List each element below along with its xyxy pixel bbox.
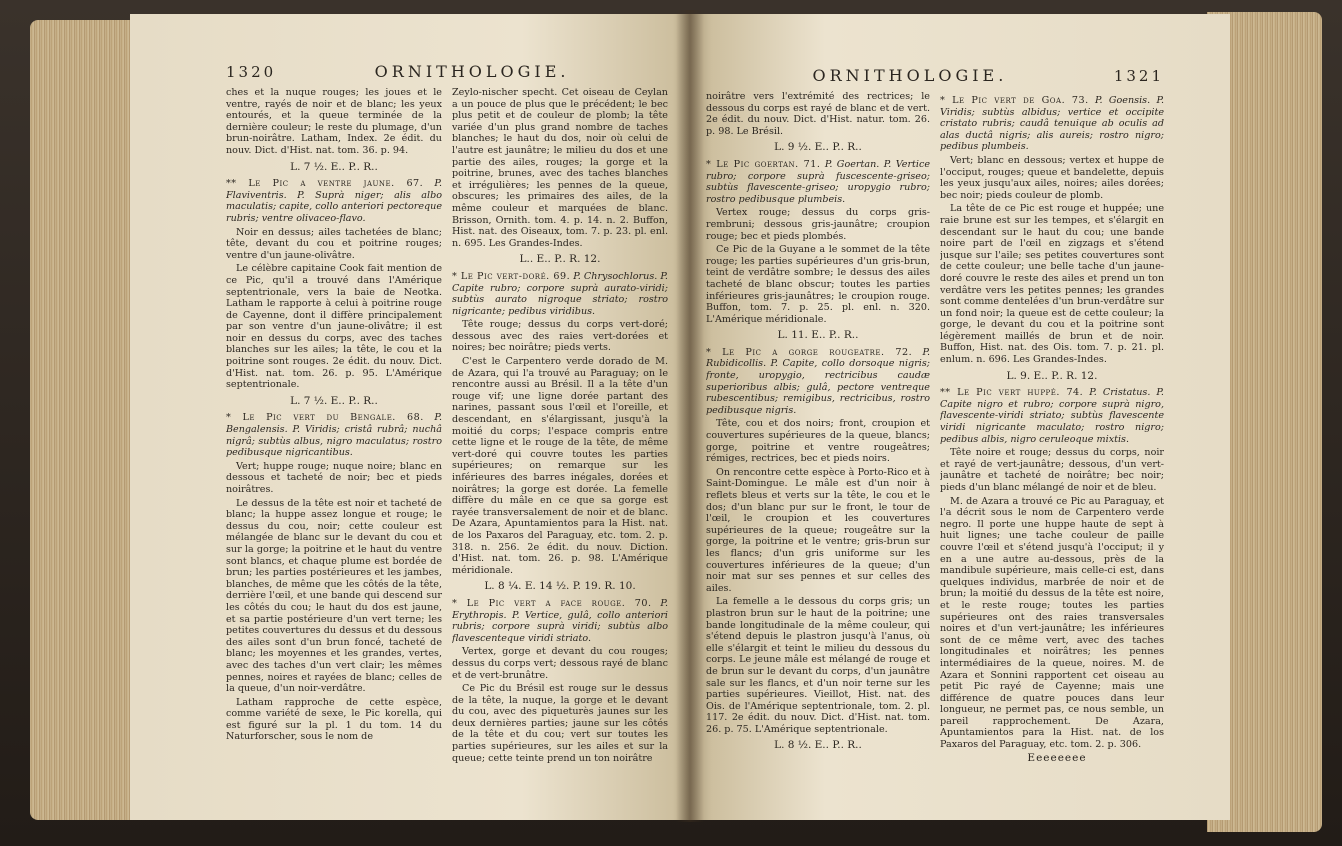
species-entry-heading — [226, 178, 442, 224]
species-name: * Le Pic a gorge rougeatre. 72. — [706, 346, 913, 358]
body-paragraph: Vertex, gorge et devant du cou rouges; dessus du corps vert; dessous rayé de blanc et de vert-brunâtre. — [452, 646, 668, 681]
species-name: * Le Pic vert a face rouge. 70. — [452, 597, 652, 609]
book-gutter — [676, 10, 704, 822]
body-paragraph: La tête de ce Pic est rouge et huppée; une raie brune est sur les tempes, et s'élargit en descendant sur le haut du cou; une bande noire part de l'œil en zigzags et s'étend jusque sur l'aile; ses petites couvertures sont de cette couleur; une belle tache d'un jaune-doré couvre le reste des ailes et prend un ton verdâtre vers les petites pennes; les grandes sont comme dentelées d'un brun-verdâtre sur un fond noir; la queue est de cette couleur; la gorge, le devant du cou et la poitrine sont légèrement maillés de brun et de noir. Buffon, Hist. nat. des Ois. tom. 7. p. 21. pl. enlum. n. 696. Les Grandes-Indes. — [940, 203, 1164, 366]
species-name: * Le Pic vert de Goa. 73. — [940, 95, 1089, 106]
body-paragraph: ches et la nuque rouges; les joues et le ventre, rayés de noir et de blanc; les yeux entourés, et la queue terminée de la dernière couleur; le reste du plumage, d'un brun-noirâtre. Latham, Index. 2e édit. du nouv. Dict. d'Hist. nat. tom. 36. p. 94. — [226, 87, 442, 156]
body-paragraph: Le dessus de la tête est noir et tacheté de blanc; la huppe assez longue et rouge; le dessus du cou, noir; cette couleur est mélangée de blanc sur le devant du cou et sur la gorge; la poitrine et le haut du ventre sont blancs, et chaque plume est bordée de brun; les parties postérieures et les jambes, blanches, de même que les côtés de la tête, derrière l'œil, et une bande qui descend sur les côtés du cou; le haut du dos est jaune, et sa partie postérieure d'un vert terne; les petites couvertures du dessus et du dessous des ailes sont d'un brun foncé, tacheté de blanc; les moyennes et les grandes, vertes, avec des taches d'un vert clair; les mêmes pennes, noires et rayées de blanc; celles de la queue, d'un noir-verdâtre. — [226, 497, 442, 695]
species-name: * Le Pic goertan. 71. — [706, 158, 821, 170]
species-entry-heading — [226, 412, 442, 458]
body-paragraph: Tête rouge; dessus du corps vert-doré; dessous avec des raies vert-dorées et noires; bec noirâtre; pieds verts. — [452, 319, 668, 354]
left-column-2 — [452, 87, 668, 807]
body-paragraph: M. de Azara a trouvé ce Pic au Paraguay, et l'a décrit sous le nom de Carpentero verde negro. Il porte une huppe haute de sept à huit lignes; une tache couleur de paille couvre l'œil et s'étend jusqu'à l'occiput; il y en a une autre au-dessous, près de la mandibule supérieure, mais celle-ci est, dans quelques individus, marbrée de noir et de brun; la moitié du dessus de la tête est noire, et le reste rouge; toutes les parties supérieures ont des raies transversales noires et d'un vert-jaunâtre; les inférieures sont de ce même vert, avec des taches longitudinales et noirâtres; les pennes intermédiaires de la queue, noires. M. de Azara et Sonnini rapportent cet oiseau au petit Pic rayé de Cayenne; mais une différence de quatre pouces dans leur longueur, ne permet pas, ce nous semble, un pareil rapprochement. De Azara, Apuntamientos para la Hist. nat. de los Paxaros del Paraguay, etc. tom. 2. p. 306. — [940, 495, 1164, 751]
right-column-1 — [706, 91, 930, 811]
body-paragraph: La femelle a le dessous du corps gris; un plastron brun sur le haut de la poitrine; une bande longitudinale de la même couleur, qui s'étend depuis le plastron jusqu'à l'anus, où elle s'élargit et teint le milieu du dessous du corps. Le jeune mâle est mélangé de rouge et de brun sur le devant du corps, d'un jaunâtre sale sur les flancs, et d'un noir terne sur les parties supérieures. Vieillot, Hist. nat. des Ois. de l'Amérique septentrionale, tom. 2. pl. 117. 2e édit. du nouv. Dict. d'Hist. nat. tom. 26. p. 75. L'Amérique septentrionale. — [706, 596, 930, 735]
body-paragraph: Zeylo-nischer specht. Cet oiseau de Ceylan a un pouce de plus que le précédent; le bec plus petit et de couleur de plomb; la tête variée d'un plus grand nombre de taches blanches; le haut du dos, noir où celui de l'autre est jaunâtre; le milieu du dos et une partie des ailes, rouges; la gorge et la poitrine, brunes, avec des taches blanches et irrégulières; les pennes de la queue, obscures; les primaires des ailes, de la même couleur et marquées de blanc. Brisson, Ornith. tom. 4. p. 14. n. 2. Buffon, Hist. nat. des Oiseaux, tom. 7. p. 23. pl. enl. n. 695. Les Grandes-Indes. — [452, 87, 668, 249]
species-name: * Le Pic vert-doré. 69. — [452, 270, 571, 282]
right-page-number: 1321 — [1113, 67, 1164, 85]
left-page-edges — [30, 20, 140, 820]
body-paragraph: Vert; huppe rouge; nuque noire; blanc en dessous et tacheté de noir; bec et pieds noirâtres. — [226, 460, 442, 495]
left-running-head — [226, 62, 668, 81]
latin-description: P. Flaviventris. P. Suprà niger; alis albo maculatis; capite, collo anteriori pectoreque rubris; ventre olivaceo-flavo. — [226, 178, 442, 224]
body-paragraph: Le célèbre capitaine Cook fait mention de ce Pic, qu'il a trouvé dans l'Amérique septentrionale, vers la baie de Neotka. Latham le rapporte à celui à poitrine rouge de Cayenne, dont il diffère principalement par son ventre d'un jaune-olivâtre; il est noir en dessus du corps, avec des taches blanches sur les ailes; la tête, le cou et la poitrine sont rouges. 2e édit. du nouv. Dict. d'Hist. nat. tom. 26. p. 95. L'Amérique septentrionale. — [226, 263, 442, 391]
right-running-title: ORNITHOLOGIE. — [812, 66, 1008, 85]
left-column-1 — [226, 87, 442, 807]
body-paragraph: Vertex rouge; dessus du corps gris-rembruni; dessous gris-jaunâtre; croupion rouge; bec et pieds plombés. — [706, 207, 930, 242]
species-entry-heading — [452, 598, 668, 644]
body-paragraph: Ce Pic de la Guyane a le sommet de la tête rouge; les parties supérieures d'un gris-brun, teint de verdâtre sombre; le dessus des ailes tacheté de blanc obscur; toutes les parties inférieures gris-jaunâtres; le croupion rouge. Buffon, tom. 7. p. 25. pl. enl. n. 320. L'Amérique méridionale. — [706, 244, 930, 325]
right-column-2 — [940, 91, 1164, 811]
species-entry-heading — [452, 271, 668, 317]
species-entry-heading — [940, 95, 1164, 153]
right-running-head — [706, 66, 1164, 85]
left-page-number: 1320 — [226, 63, 277, 81]
left-page — [130, 14, 690, 820]
latin-description: P. Goertan. P. Vertice rubro; corpore suprà fuscescente-griseo; subtùs flavescente-griseo; uropygio rubro; rostro pedibusque plumbeis. — [706, 158, 930, 205]
body-paragraph: Noir en dessus; ailes tachetées de blanc; tête, devant du cou et poitrine rouges; ventre d'un jaune-olivâtre. — [226, 226, 442, 261]
latin-description: P. Erythropis. P. Vertice, gulâ, collo anteriori rubris; corpore suprà viridi; subtùs albo flavescenteque viridi striato. — [452, 597, 668, 644]
measurement-line: L. 9 ½. E.. P.. R.. — [774, 141, 862, 154]
species-name: ** Le Pic a ventre jaune. 67. — [226, 178, 424, 190]
body-paragraph: Tête noire et rouge; dessus du corps, noir et rayé de vert-jaunâtre; dessous, d'un vert-jaunâtre et tacheté de noirâtre; bec noir; pieds d'un blanc mélangé de noir et de bleu. — [940, 447, 1164, 493]
species-entry-heading — [706, 347, 930, 417]
latin-description: P. Rubidicollis. P. Capite, collo dorsoque nigris; fronte, uropygio, rectricibus caudæ superioribus albis; gulâ, pectore ventreque rubescentibus; remigibus, rectricibus, rostro pedibusque nigris. — [706, 346, 930, 416]
species-entry-heading — [706, 159, 930, 205]
measurement-line: L. 8 ¼. E. 14 ½. P. 19. R. 10. — [484, 580, 636, 593]
latin-description: P. Bengalensis. P. Viridis; cristâ rubrâ; nuchâ nigrâ; subtùs albus, nigro maculatus; rostro pedibusque nigricantibus. — [226, 412, 442, 459]
body-paragraph: C'est le Carpentero verde dorado de M. de Azara, qui l'a trouvé au Paraguay; on le rencontre aussi au Brésil. Il a la tête d'un rouge vif; une ligne dorée partant des narines, passant sous l'œil et l'oreille, et descendant, en s'élargissant, jusqu'à la moitié du corps; l'espace compris entre cette ligne et le rouge de la tête, de même vert-doré qui couvre toutes les parties supérieures; on remarque sur les inférieures des barres inégales, dorées et noirâtres; la gorge est dorée. La femelle diffère du mâle en ce que sa gorge est rayée transversalement de noir et de blanc. De Azara, Apuntamientos para la Hist. nat. de los Paxaros del Paraguay, etc. tom. 2. p. 318. n. 256. 2e édit. du nouv. Diction. d'Hist. nat. tom. 26. p. 98. L'Amérique méridionale. — [452, 356, 668, 576]
measurement-line: L. 7 ½. E.. P.. R.. — [290, 394, 378, 407]
body-paragraph: Vert; blanc en dessous; vertex et huppe de l'occiput, rouges; queue et bandelette, depuis les yeux jusqu'aux ailes, noires; ailes dorées; bec noir; pieds couleur de plomb. — [940, 154, 1164, 201]
measurement-line: L. 9. E.. P.. R. 12. — [1006, 369, 1098, 382]
body-paragraph: noirâtre vers l'extrémité des rectrices; le dessous du corps est rayé de blanc et de vert. 2e édit. du nouv. Dict. d'Hist. natur. tom. 26. p. 98. Le Brésil. — [706, 91, 930, 137]
body-paragraph: Latham rapproche de cette espèce, comme variété de sexe, le Pic korella, qui est figuré sur la pl. 1 du tom. 14 du Naturforscher, sous le nom de — [226, 696, 442, 743]
body-paragraph: Ce Pic du Brésil est rouge sur le dessus de la tête, la nuque, la gorge et le devant du cou, avec des piqueturès jaunes sur les deux dernières parties; jaune sur les côtés de la tête et du cou; vert sur toutes les parties supérieures, sur les ailes et sur la queue; cette teinte prend un ton noirâtre — [452, 683, 668, 764]
latin-description: P. Goensis. P. Viridis; subtùs albidus; vertice et occipite cristato rubris; caudâ tenuique ab oculis ad alas ductâ nigris; alis aureis; rostro nigro; pedibus plumbeis. — [940, 95, 1164, 153]
latin-description: P. Chrysochlorus. P. Capite rubro; corpore suprà aurato-viridi; subtùs aurato nigroque striato; rostro nigricante; pedibus viridibus. — [452, 270, 668, 317]
right-page — [690, 14, 1230, 820]
measurement-line: L.. E.. P.. R. 12. — [519, 253, 601, 266]
latin-description: P. Cristatus. P. Capite nigro et rubro; corpore suprà nigro, flavescente-viridi striato; subtùs flavescente viridi nigricante maculato; rostro nigro; pedibus albis, nigro ceruleoque mixtis. — [940, 387, 1164, 445]
signature-mark: Eeeeeeee — [1027, 751, 1087, 764]
measurement-line: L. 7 ½. E.. P.. R.. — [290, 160, 378, 173]
body-paragraph: Tête, cou et dos noirs; front, croupion et couvertures supérieures de la queue, blancs; gorge, poitrine et ventre rougeâtres; rémiges, rectrices, bec et pieds noirs. — [706, 418, 930, 465]
measurement-line: L. 11. E.. P.. R.. — [777, 329, 859, 342]
body-paragraph: On rencontre cette espèce à Porto-Rico et à Saint-Domingue. Le mâle est d'un noir à reflets bleus et verts sur la tête, le cou et le dos; d'un blanc pur sur le front, le tour de l'œil, le croupion et les couvertures supérieures de la queue; rougeâtre sur la gorge, la poitrine et le ventre; gris-brun sur les flancs; d'un gris uniforme sur les couvertures inférieures de la queue; d'un noir mat sur ses pennes et sur celles des ailes. — [706, 466, 930, 594]
species-name: * Le Pic vert du Bengale. 68. — [226, 412, 424, 424]
measurement-line: L. 8 ½. E.. P.. R.. — [774, 739, 862, 752]
species-entry-heading — [940, 387, 1164, 445]
species-name: ** Le Pic vert huppé. 74. — [940, 387, 1084, 399]
left-running-title: ORNITHOLOGIE. — [374, 62, 570, 81]
